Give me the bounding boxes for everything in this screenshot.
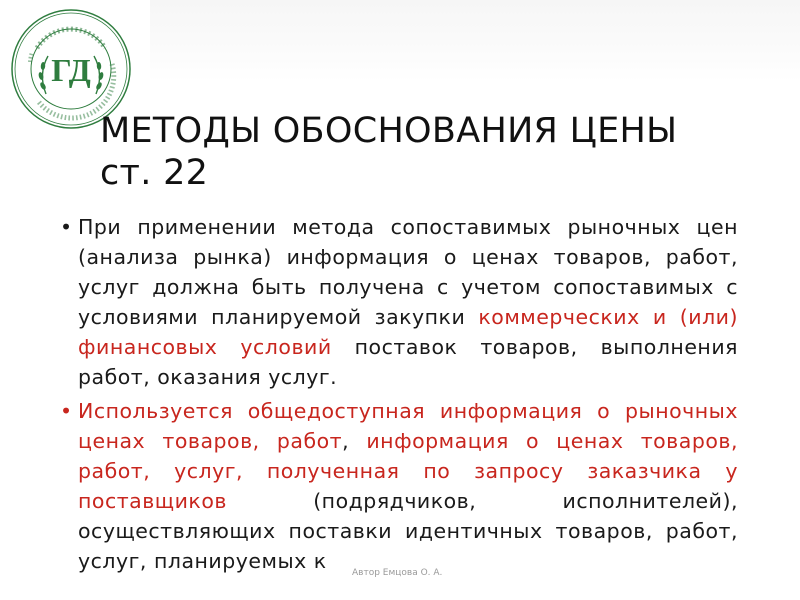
- bullet-text-segment: поставок товаров, выполнения работ, оказания услуг.: [78, 335, 738, 389]
- bullet-list: [60, 212, 738, 580]
- slide-title: [100, 110, 677, 194]
- bullet-item: [60, 212, 738, 392]
- bullet-text-segment: ,: [342, 429, 367, 453]
- logo-monogram: ГД: [51, 52, 91, 88]
- bullet-text-highlight: информация о ценах товаров, работ, услуг, полученная по запросу заказчика у поставщиков: [78, 429, 738, 513]
- slide-title-line2: ст. 22: [100, 153, 209, 193]
- slide-title-line1: МЕТОДЫ ОБОСНОВАНИЯ ЦЕНЫ: [100, 111, 678, 151]
- author-credit: Автор Емцова О. А.: [352, 568, 443, 578]
- header-band: [150, 0, 800, 82]
- bullet-item: [60, 396, 738, 576]
- bullet-text-segment: (подрядчиков, исполнителей), осуществляющих поставки идентичных товаров, работ, услуг, планируемых к: [78, 489, 738, 573]
- bullet-text-segment: При применении метода сопоставимых рыночных цен (анализа рынка) информация о ценах товаров, работ, услуг должна быть получена с учетом сопоставимых с условиями планируемой закупки: [78, 215, 738, 329]
- bullet-text-highlight: коммерческих и (или) финансовых условий: [78, 305, 738, 359]
- bullet-text-highlight: Используется общедоступная информация о рыночных ценах товаров, работ: [78, 399, 738, 453]
- bullet-dot-icon: •: [60, 399, 73, 423]
- bullet-dot-icon: •: [60, 215, 73, 239]
